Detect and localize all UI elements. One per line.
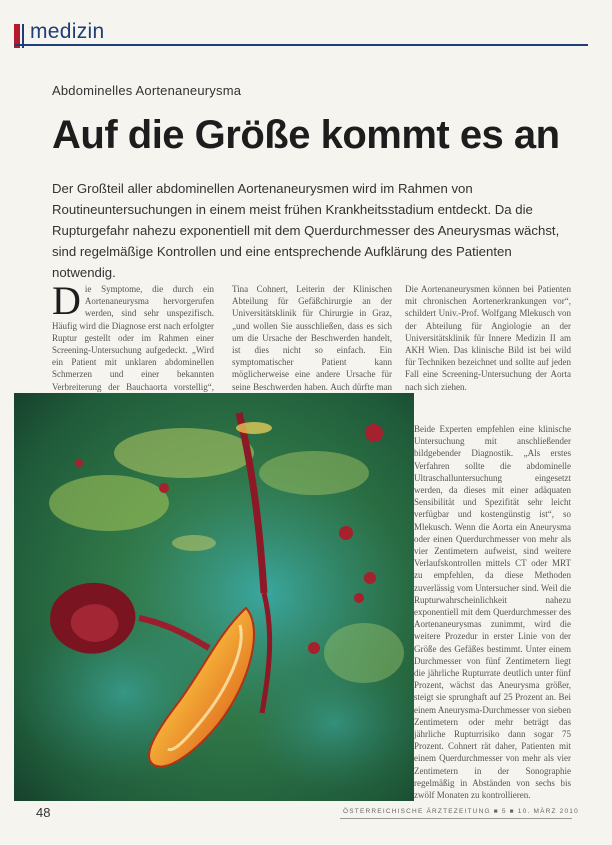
section-label: medizin <box>30 20 105 43</box>
body-column-3 <box>405 283 571 393</box>
body-text-col3b: Beide Experten empfehlen eine klinische Untersuchung mit anschließender bildgebender Diagnostik. „Als erstes Verfahren sollte die abdominelle Ultraschalluntersuchung eingesetzt werden, da dieses mit einer adäquaten Sensibilität und Spezifität sehr leicht verfügbar und kostengünstig ist“, so Mlekusch. Wenn die Aorta ein Aneurysma oder einen Querdurchmesser von mehr als vier Zentimetern aufweist, sind weitere Verlaufskontrollen mittels CT oder MRT zu empfehlen, da diese Methoden zuverlässig vom Untersucher sind. Weil die Rupturwahrscheinlichkeit nahezu exponentiell mit dem Querdurchmesser des Aortenaneurysmas zunimmt, wird die weitere Prozedur in erster Linie von der Größe des Gefäßes bestimmt. Unter einem Durchmesser von fünf Zentimetern liegt die jährliche Rupturrate deutlich unter fünf Prozent, wächst das Aneurysma größer, steigt sie sprunghaft auf 25 Prozent an. Bei einem Aneurysma-Durchmesser von sieben Zentimetern oder mehr beträgt das jährliche Rupturrisiko dann sogar 75 Prozent. Cohnert rät daher, Patienten mit einem Querdurchmesser von mehr als vier Zentimetern in der Sonographie regelmäßig in Abständen von sechs bis zwölf Monaten zu kontrollieren. <box>414 424 571 801</box>
footer-rule <box>340 818 572 819</box>
body-column-1 <box>52 278 214 405</box>
article-headline: Auf die Größe kommt es an <box>52 113 560 157</box>
ct-angiography-image <box>14 393 414 801</box>
publication-footer: ÖSTERREICHISCHE ÄRZTEZEITUNG ■ 5 ■ 10. MÄRZ 2010 <box>343 808 579 815</box>
body-text-col2: Tina Cohnert, Leiterin der Klinischen Abteilung für Gefäßchirurgie an der Universitätsklinik für Chirurgie in Graz, „und wollen Sie ausschließen, dass es sich um die Ursache der Beschwerden handelt, ist dies nicht so einfach. Ein symptomatischer Patient kann möglicherweise eine andere Ursache für seine Beschwerden haben. Auch dürfte man <box>232 284 392 392</box>
article-kicker: Abdominelles Aortenaneurysma <box>52 83 242 98</box>
body-text-col3: Die Aortenaneurysmen können bei Patienten mit chronischen Aortenerkrankungen vor“, schildert Univ.-Prof. Wolfgang Mlekusch von der Abteilung für Angiologie an der Universitätsklinik für Innere Medizin II am AKH Wien. Das klinische Bild ist bei wild für Techniken bezeichnet und sollte auf jeden Fall eine Screening-Untersuchung der Aorta nach sich ziehen. <box>405 284 571 392</box>
body-column-3-continued <box>414 423 571 801</box>
article-lead: Der Großteil aller abdominellen Aortenaneurysmen wird im Rahmen von Routineuntersuchungen in einem meist frühen Krankheitsstadium entdeckt. Da die Rupturgefahr nahezu exponentiell mit dem Querdurchmesser des Aneurysmas wächst, sind regelmäßige Kontrollen und eine entsprechende Aufklärung des Patienten notwendig. <box>52 181 560 280</box>
drop-cap: D <box>52 278 81 323</box>
header-rule <box>14 44 588 46</box>
page-number: 48 <box>36 805 51 820</box>
body-text-col1: ie Symptome, die durch ein Aortenaneurysma hervorgerufen werden, sind sehr unspezifisch. Häufig wird die Diagnose erst nach erfolgter Ruptur gestellt oder im Rahmen einer Screening-Untersuchung aufgedeckt. „Wird ein Patient mit unklaren abdominellen Schmerzen und einer bekannten Verbreiterung der Bauchaorta vorstellig“, <box>52 284 214 392</box>
